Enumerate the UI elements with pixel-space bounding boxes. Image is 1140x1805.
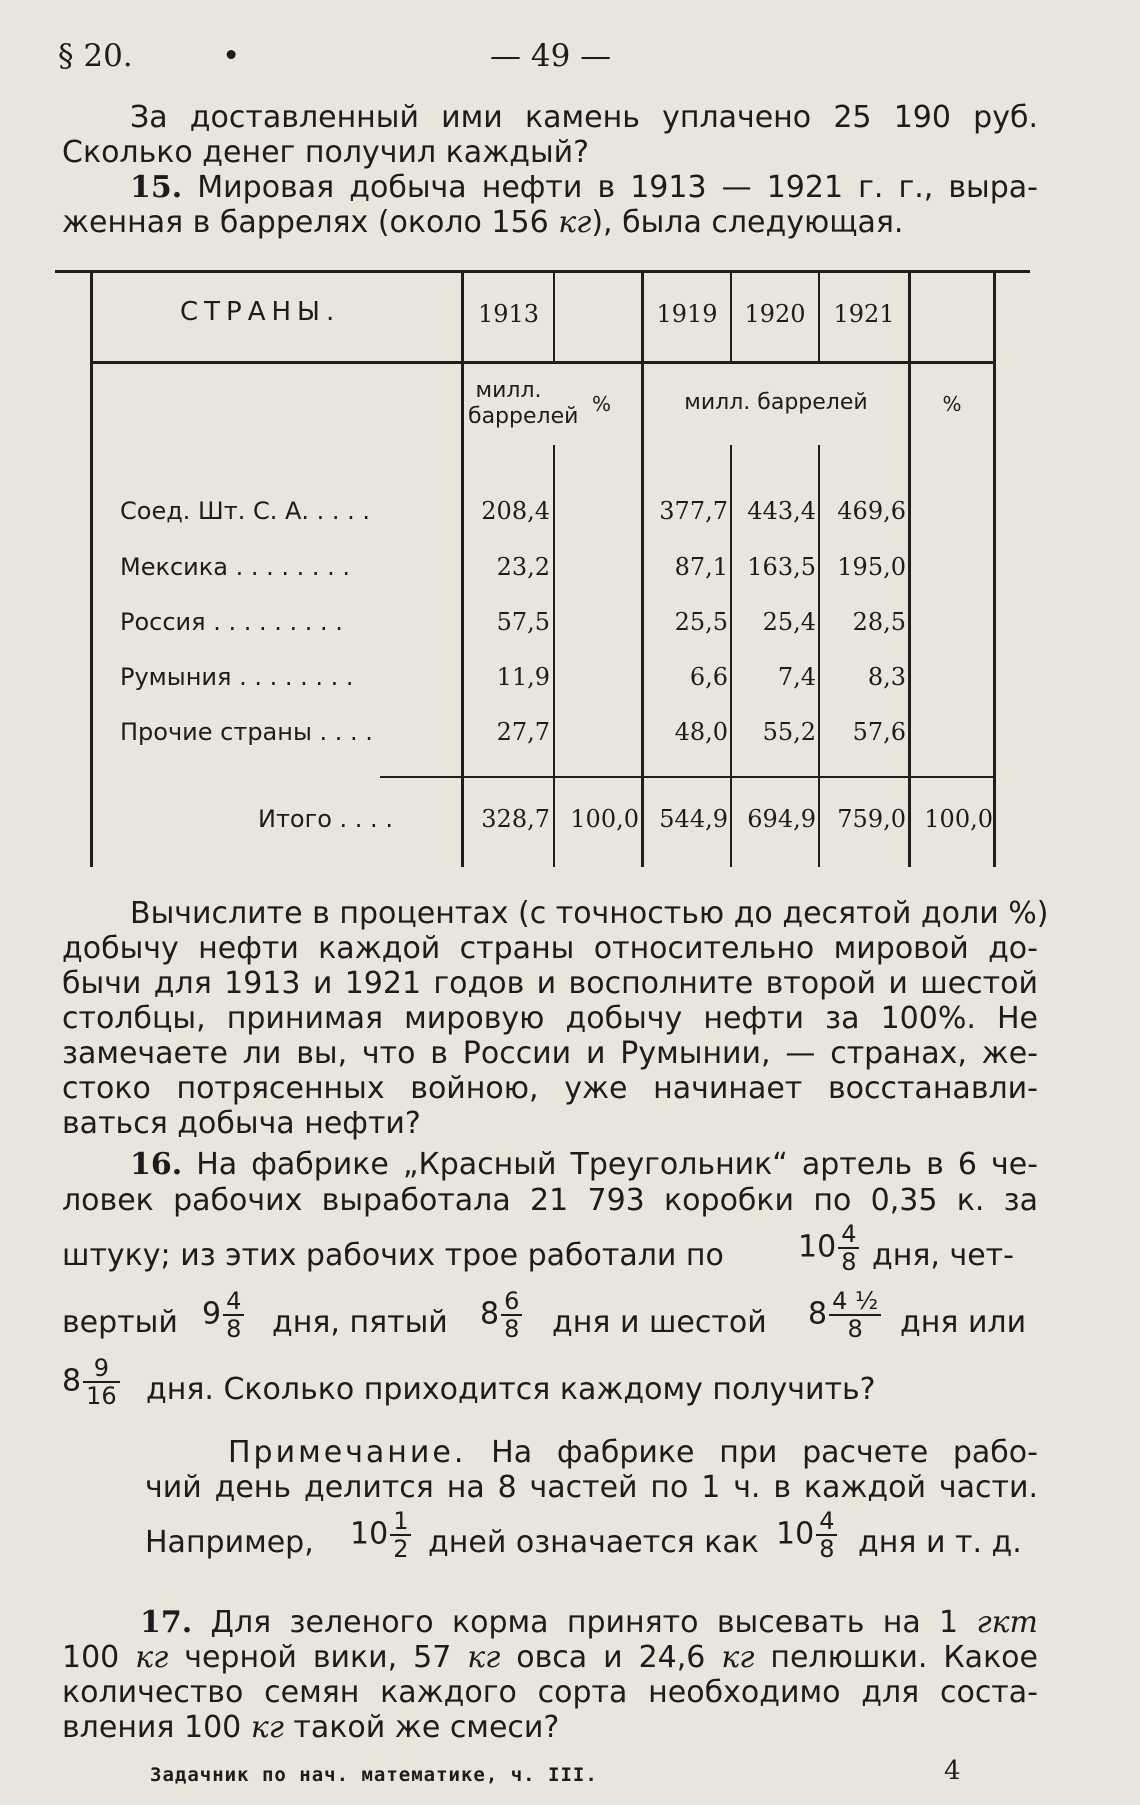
text-line: бычи для 1913 и 1921 годов и восполните второй и шестой bbox=[62, 966, 1038, 1001]
problem-number: 16. bbox=[130, 1147, 183, 1182]
fraction-whole: 8 bbox=[62, 1363, 82, 1399]
text-line bbox=[140, 1605, 1038, 1640]
fraction-10-4-8 bbox=[798, 1221, 861, 1275]
text-line: добычу нефти каждой страны относительно мировой до- bbox=[62, 931, 1038, 966]
footer-book-title: Задачник по нач. математике, ч. III. bbox=[150, 1764, 598, 1786]
cell-1913: 11,9 bbox=[496, 663, 550, 691]
header-year-1913: 1913 bbox=[477, 300, 540, 328]
fraction-10-4-8-note bbox=[776, 1508, 839, 1562]
header-year-1920: 1920 bbox=[744, 300, 806, 328]
total-1913: 328,7 bbox=[481, 805, 550, 833]
text-fragment: ), была следующая. bbox=[591, 205, 904, 240]
cell-1921: 8,3 bbox=[867, 663, 906, 691]
cell-1921: 469,6 bbox=[837, 497, 906, 525]
text-line bbox=[130, 170, 1038, 205]
text-line bbox=[62, 205, 1038, 240]
text-line: столбцы, принимая мировую добычу нефти за 100%. Не bbox=[62, 1001, 1038, 1036]
text-fragment: женная в баррелях (около 156 bbox=[62, 205, 559, 240]
cell-1921: 28,5 bbox=[852, 608, 906, 636]
text-fragment: овса и 24,6 bbox=[500, 1640, 722, 1675]
text-line bbox=[130, 1147, 1038, 1182]
fraction-whole: 10 bbox=[798, 1229, 837, 1265]
text-fragment: штуку; из этих рабочих трое работали по bbox=[62, 1238, 724, 1273]
text-fragment: Мировая добыча нефти в 1913 — 1921 г. г., выра- bbox=[197, 170, 1038, 205]
text-line: Сколько денег получил каждый? bbox=[62, 135, 590, 170]
text-fragment: вления 100 bbox=[62, 1710, 251, 1745]
table-top-rule bbox=[55, 270, 1030, 273]
cell-1919: 25,5 bbox=[674, 608, 728, 636]
fraction-numerator: 1 bbox=[390, 1508, 411, 1536]
text-fragment: Например, bbox=[145, 1525, 314, 1560]
instruction-paragraph-cont bbox=[62, 931, 1038, 1141]
problem-15-intro bbox=[130, 170, 1038, 205]
total-1919: 544,9 bbox=[659, 805, 728, 833]
table-header-rule bbox=[90, 361, 995, 364]
text-line: чий день делится на 8 частей по 1 ч. в каждой части. bbox=[145, 1470, 1038, 1505]
cell-1919: 48,0 bbox=[674, 718, 728, 746]
col-divider bbox=[553, 272, 555, 362]
row-country: Мексика . . . . . . . . bbox=[120, 553, 351, 581]
unit-kg: кг bbox=[721, 1640, 755, 1675]
table-total-rule bbox=[380, 776, 995, 778]
fraction-9-4-8 bbox=[202, 1288, 246, 1342]
col-divider bbox=[908, 272, 911, 867]
section-number: § 20. bbox=[58, 38, 133, 74]
problem-14-text-cont bbox=[62, 135, 1038, 170]
row-country: Россия . . . . . . . . . bbox=[120, 608, 343, 636]
unit-kg: кг bbox=[250, 1710, 284, 1745]
text-fragment: На фабрике при расчете рабо- bbox=[491, 1435, 1038, 1470]
header-countries: СТРАНЫ. bbox=[180, 297, 341, 327]
text-fragment: Для зеленого корма принято высевать на 1 bbox=[210, 1605, 977, 1640]
total-1920: 694,9 bbox=[747, 805, 816, 833]
col-divider bbox=[553, 445, 555, 867]
fraction-denominator: 8 bbox=[504, 1315, 520, 1343]
fraction-8-9-16 bbox=[62, 1355, 122, 1409]
fraction-8-6-8 bbox=[480, 1288, 524, 1342]
text-fragment: дня и т. д. bbox=[858, 1525, 1022, 1560]
instruction-paragraph bbox=[130, 896, 1049, 931]
problem-number: 15. bbox=[130, 170, 183, 205]
header-year-1921: 1921 bbox=[833, 300, 895, 328]
problem-16-text bbox=[130, 1147, 1038, 1182]
cell-1921: 57,6 bbox=[852, 718, 906, 746]
problem-number: 17. bbox=[140, 1605, 193, 1640]
fraction-whole: 10 bbox=[350, 1516, 389, 1552]
fraction-denominator: 8 bbox=[819, 1535, 835, 1563]
text-line bbox=[228, 1435, 1038, 1470]
total-1921: 759,0 bbox=[837, 805, 906, 833]
total-label: Итого . . . . bbox=[258, 805, 393, 833]
fraction-whole: 8 bbox=[480, 1296, 500, 1332]
fraction-denominator: 8 bbox=[226, 1315, 242, 1343]
cell-1913: 23,2 bbox=[496, 553, 550, 581]
cell-1913: 27,7 bbox=[496, 718, 550, 746]
text-line: количество семян каждого сорта необходимо для соста- bbox=[62, 1675, 1038, 1710]
cell-1920: 25,4 bbox=[762, 608, 816, 636]
text-fragment: пелюшки. Какое bbox=[754, 1640, 1038, 1675]
note-text bbox=[228, 1435, 1038, 1470]
header-dot: • bbox=[222, 38, 241, 74]
fraction-denominator: 8 bbox=[841, 1248, 857, 1276]
cell-1919: 6,6 bbox=[689, 663, 728, 691]
text-line: стоко потрясенных войною, уже начинает восстанавли- bbox=[62, 1071, 1038, 1106]
unit-kg: кг bbox=[135, 1640, 169, 1675]
text-line: ловек рабочих выработала 21 793 коробки по 0,35 к. за bbox=[62, 1183, 1038, 1218]
total-1913-percent: 100,0 bbox=[570, 805, 639, 833]
subheader-barrels: баррелей bbox=[468, 404, 579, 429]
fraction-numerator: 6 bbox=[501, 1288, 522, 1316]
text-fragment: дня и шестой bbox=[552, 1305, 767, 1340]
text-fragment: На фабрике „Красный Треугольник“ артель в 6 че- bbox=[196, 1147, 1038, 1182]
text-fragment: черной вики, 57 bbox=[168, 1640, 468, 1675]
unit-kg: кг bbox=[467, 1640, 501, 1675]
text-fragment: дней означается как bbox=[428, 1525, 759, 1560]
fraction-10-1-2 bbox=[350, 1508, 413, 1562]
row-country: Соед. Шт. С. А. . . . . bbox=[120, 497, 371, 525]
cell-1921: 195,0 bbox=[837, 553, 906, 581]
cell-1920: 55,2 bbox=[762, 718, 816, 746]
problem-16-text-cont bbox=[62, 1183, 1038, 1218]
unit-hectare: гкт bbox=[976, 1605, 1038, 1640]
page-number: — 49 — bbox=[490, 38, 612, 74]
text-line: замечаете ли вы, что в России и Румынии, — странах, же- bbox=[62, 1036, 1038, 1071]
fraction-numerator: 4 bbox=[816, 1508, 837, 1536]
row-country: Прочие страны . . . . bbox=[120, 718, 373, 746]
subheader-mill-barrels: милл. баррелей bbox=[684, 390, 868, 415]
text-fragment: дня или bbox=[900, 1305, 1027, 1340]
text-fragment: дня, чет- bbox=[872, 1238, 1014, 1273]
problem-15-intro-cont bbox=[62, 205, 1038, 240]
fraction-8-4half-8 bbox=[808, 1288, 883, 1342]
subheader-mill: милл. bbox=[475, 378, 542, 403]
cell-1919: 377,7 bbox=[659, 497, 728, 525]
fraction-numerator: 4 bbox=[223, 1288, 244, 1316]
fraction-whole: 10 bbox=[776, 1516, 815, 1552]
text-fragment: такой же смеси? bbox=[283, 1710, 560, 1745]
fraction-denominator: 8 bbox=[847, 1315, 863, 1343]
total-1921-percent: 100,0 bbox=[924, 805, 993, 833]
text-line bbox=[62, 1710, 1038, 1745]
cell-1920: 7,4 bbox=[777, 663, 816, 691]
text-line: ваться добыча нефти? bbox=[62, 1106, 421, 1141]
footer-signature: 4 bbox=[944, 1756, 961, 1786]
cell-1913: 57,5 bbox=[496, 608, 550, 636]
fraction-denominator: 2 bbox=[393, 1535, 409, 1563]
text-line: Вычислите в процентах (с точностью до десятой доли %) bbox=[130, 896, 1049, 931]
fraction-numerator: 4 ½ bbox=[829, 1288, 881, 1316]
subheader-percent-2: % bbox=[942, 392, 962, 416]
table-left-border bbox=[90, 272, 93, 867]
cell-1920: 443,4 bbox=[747, 497, 816, 525]
text-fragment: вертый bbox=[62, 1305, 178, 1340]
text-fragment: 100 bbox=[62, 1640, 136, 1675]
table-right-border bbox=[993, 272, 996, 867]
note-text-cont bbox=[145, 1470, 1038, 1505]
header-year-1919: 1919 bbox=[656, 300, 718, 328]
fraction-numerator: 9 bbox=[83, 1355, 120, 1383]
text-line bbox=[62, 1640, 1038, 1675]
fraction-whole: 8 bbox=[808, 1296, 828, 1332]
text-line: За доставленный ими камень уплачено 25 190 руб. bbox=[130, 100, 1038, 135]
cell-1913: 208,4 bbox=[481, 497, 550, 525]
problem-17-text bbox=[140, 1605, 1038, 1640]
note-title: Примечание. bbox=[228, 1435, 467, 1470]
fraction-numerator: 4 bbox=[838, 1221, 859, 1249]
fraction-whole: 9 bbox=[202, 1296, 222, 1332]
text-fragment: дня, пятый bbox=[272, 1305, 448, 1340]
subheader-percent: % bbox=[592, 392, 612, 416]
problem-14-text bbox=[130, 100, 1038, 135]
text-fragment: дня. Сколько приходится каждому получить? bbox=[146, 1372, 876, 1407]
cell-1920: 163,5 bbox=[747, 553, 816, 581]
problem-17-text-cont bbox=[62, 1640, 1038, 1745]
row-country: Румыния . . . . . . . . bbox=[120, 663, 354, 691]
cell-1919: 87,1 bbox=[674, 553, 728, 581]
unit-kg: кг bbox=[558, 205, 592, 240]
fraction-denominator: 16 bbox=[86, 1382, 117, 1410]
